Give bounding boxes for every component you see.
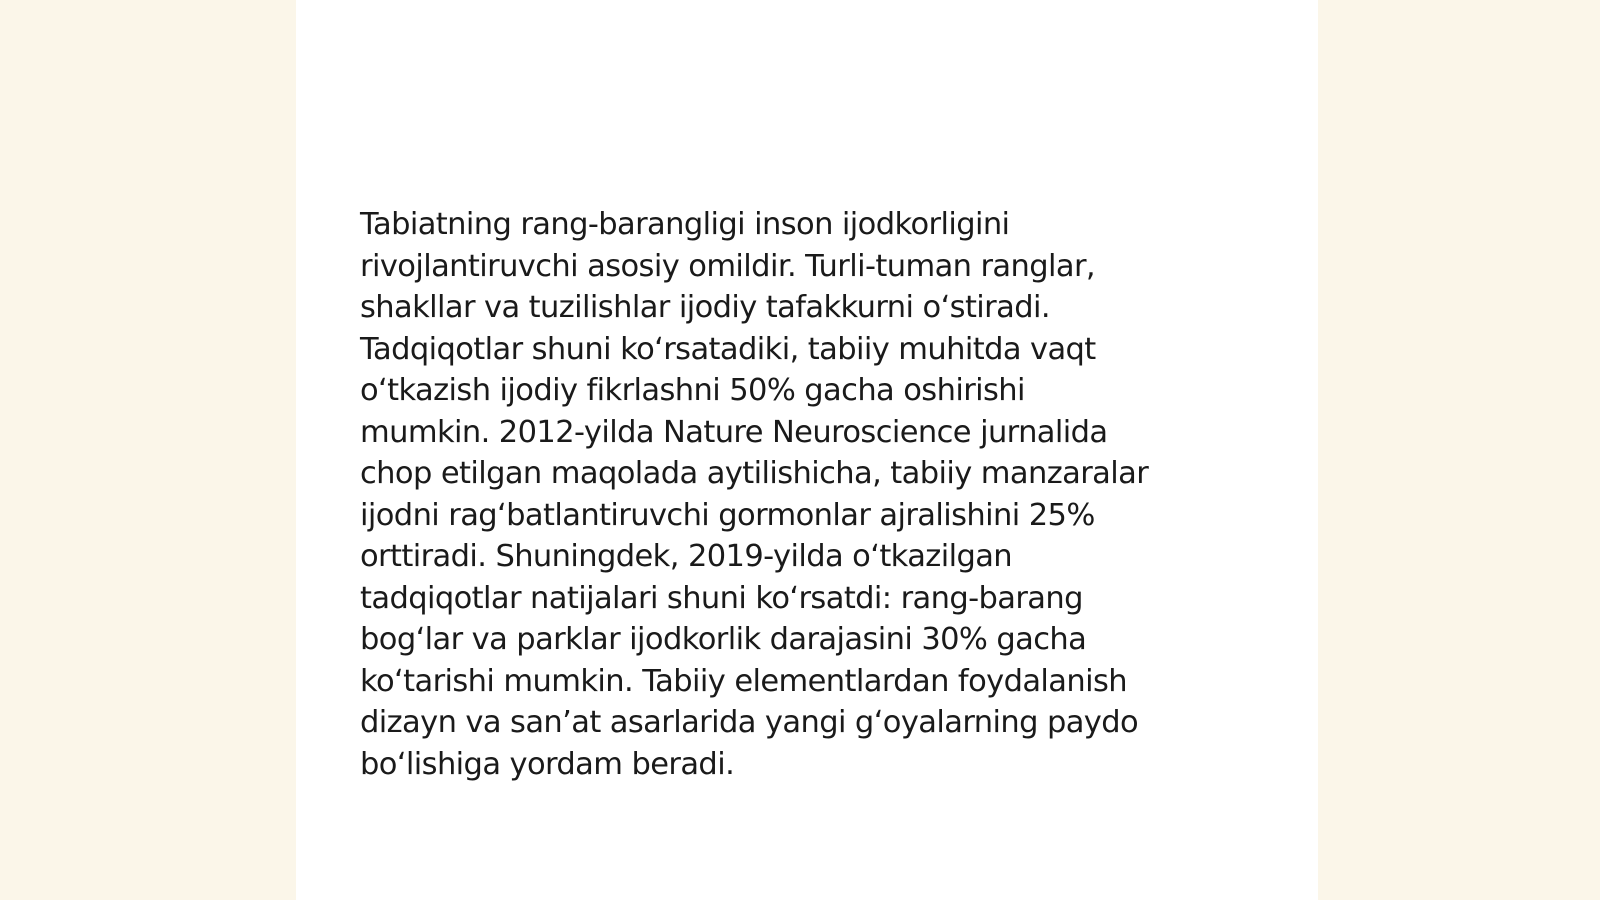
paragraph-line: chop etilgan maqolada aytilishicha, tabiiy manzaralar <box>360 456 1149 491</box>
body-paragraph <box>360 204 1250 785</box>
paragraph-line: bog‘lar va parklar ijodkorlik darajasini 30% gacha <box>360 622 1087 657</box>
paragraph-line: dizayn va san’at asarlarida yangi g‘oyalarning paydo <box>360 705 1139 740</box>
paragraph-line: ko‘tarishi mumkin. Tabiiy elementlardan foydalanish <box>360 663 1128 699</box>
paragraph-line: Tabiatning rang-barangligi inson ijodkorligini <box>360 207 1010 242</box>
paragraph-line: shakllar va tuzilishlar ijodiy tafakkurni o‘stiradi. <box>360 290 1050 325</box>
paragraph-line: orttiradi. Shuningdek, 2019-yilda o‘tkazilgan <box>360 539 1013 574</box>
paragraph-line: ijodni rag‘batlantiruvchi gormonlar ajralishini 25% <box>360 497 1095 533</box>
paragraph-line: tadqiqotlar natijalari shuni ko‘rsatdi: rang-barang <box>360 580 1083 616</box>
paragraph-line: bo‘lishiga yordam beradi. <box>360 746 735 782</box>
paragraph-line: o‘tkazish ijodiy fikrlashni 50% gacha oshirishi <box>360 373 1025 408</box>
paragraph-line: rivojlantiruvchi asosiy omildir. Turli-tuman ranglar, <box>360 248 1096 284</box>
paragraph-line: Tadqiqotlar shuni ko‘rsatadiki, tabiiy muhitda vaqt <box>360 331 1096 367</box>
paragraph-line: mumkin. 2012-yilda Nature Neuroscience jurnalida <box>360 414 1108 450</box>
